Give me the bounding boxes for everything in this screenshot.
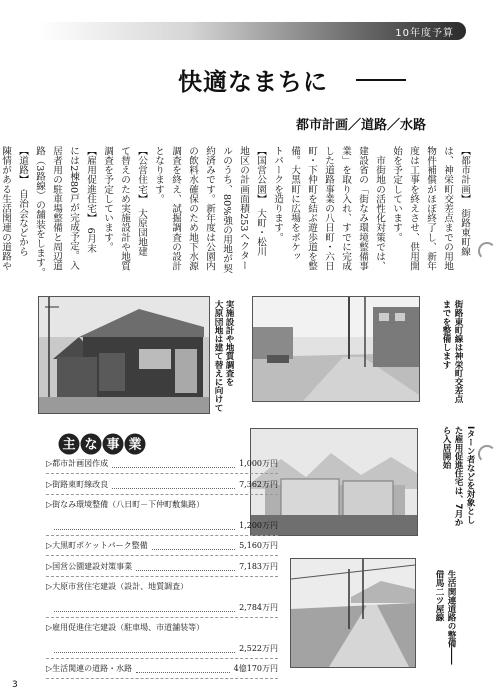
leader-dots bbox=[112, 467, 235, 468]
project-row bbox=[46, 561, 278, 575]
project-row bbox=[46, 499, 278, 513]
project-label: ▷大黒町ポケットパーク整備 bbox=[46, 541, 148, 550]
leader-dots bbox=[136, 672, 230, 673]
project-label: ▷国営公園建設対策事業 bbox=[46, 561, 133, 571]
project-row bbox=[46, 602, 278, 616]
heading-glyph: 業 bbox=[128, 437, 142, 453]
project-amount: 1,200万円 bbox=[239, 520, 278, 530]
heading-glyph: 事 bbox=[106, 437, 120, 453]
project-label: ▷都市計画図作成 bbox=[46, 459, 109, 468]
project-row bbox=[46, 643, 278, 657]
project-row bbox=[46, 663, 278, 677]
project-row bbox=[46, 479, 278, 493]
project-row bbox=[46, 622, 278, 636]
header-label: 10年度予算 bbox=[395, 28, 454, 39]
body-column: 【道路】 自治会などから bbox=[17, 146, 28, 257]
project-label: ▷生活関連の道路・水路 bbox=[46, 664, 133, 673]
heading-glyph: 主 bbox=[62, 437, 76, 453]
photo-caption: 実施設計や地質調査を bbox=[224, 300, 234, 386]
photo-housing bbox=[38, 296, 210, 414]
project-amount: 7,362万円 bbox=[239, 479, 278, 489]
photo-caption: 大原団地は建て替えに向けて bbox=[213, 300, 223, 412]
project-label: ▷街なみ環境整備（八日町－下仲町敷集路） bbox=[46, 500, 205, 509]
binding-mark bbox=[478, 242, 496, 260]
body-column: 【都市計画】 街路東町線 bbox=[459, 146, 470, 257]
project-amount: 2,784万円 bbox=[239, 602, 278, 612]
row-divider bbox=[46, 617, 278, 618]
body-column: の飲料水確保のため地下水源 bbox=[187, 146, 198, 271]
heading-glyph: な bbox=[84, 437, 98, 453]
body-column: ルのうち、80%強の用地が契 bbox=[221, 146, 232, 273]
body-column: となります。 bbox=[153, 146, 164, 204]
photo-caption: 街路東町線は神栄町交差点 bbox=[453, 300, 463, 404]
project-amount: 5,160万円 bbox=[239, 541, 278, 550]
photo-caption: 生活関連道路の整備―― bbox=[446, 570, 456, 665]
body-column: した道路事業の八日町・六日 bbox=[323, 146, 334, 271]
body-column: 始を予定しています。 bbox=[391, 146, 402, 242]
body-column: 約済みです。新年度は公園内 bbox=[204, 146, 215, 271]
project-label: ▷雇用促進住宅建設（駐車場、市道舗装等） bbox=[46, 623, 205, 632]
row-divider bbox=[46, 535, 278, 536]
body-column: 地区の計画面積253ヘクター bbox=[238, 146, 249, 270]
project-amount: 4億170万円 bbox=[233, 664, 278, 673]
photo-caption: までを整備します bbox=[441, 300, 451, 369]
project-amount: 2,522万円 bbox=[239, 643, 278, 653]
body-column: 【公営住宅】 大原団地建 bbox=[136, 146, 147, 257]
body-column: 路（3路線）の舗装をします。 bbox=[34, 146, 45, 277]
row-divider bbox=[46, 658, 278, 659]
photo-caption: 借馬二ツ屋線 bbox=[434, 570, 444, 622]
body-column: 度は工事を終えさせ、供用開 bbox=[408, 146, 419, 271]
body-column: 陳情がある生活関連の道路や bbox=[0, 146, 11, 271]
body-column: 【雇用促進住宅】 6月末 bbox=[85, 146, 96, 253]
projects-heading bbox=[58, 433, 176, 455]
photo-street bbox=[252, 296, 420, 402]
project-row bbox=[46, 458, 278, 472]
project-amount: 7,183万円 bbox=[239, 561, 278, 571]
body-column: 【国営公園】 大町・松川 bbox=[255, 146, 266, 257]
photo-caption: ら入居開始 bbox=[441, 426, 451, 469]
project-label: ▷大原市営住宅建設（設計、地質調査） bbox=[46, 582, 189, 591]
photo-road bbox=[290, 558, 416, 668]
project-label: ▷街路東町線改良 bbox=[46, 479, 109, 489]
photo-caption: Iターン者などを対象とし bbox=[465, 426, 475, 524]
photo-caption: た雇用促進住宅は、7月か bbox=[453, 426, 463, 527]
leader-dots bbox=[136, 570, 235, 571]
leader-dots bbox=[112, 488, 235, 489]
body-column: て替えのため実施設計や地質 bbox=[119, 146, 130, 271]
page-subtitle: 都市計画／道路／水路 bbox=[296, 118, 427, 133]
body-column: 調査を予定しています。 bbox=[102, 146, 113, 252]
body-column: 建設省の「街なみ環境整備事 bbox=[357, 146, 368, 271]
row-divider bbox=[46, 576, 278, 577]
row-divider bbox=[46, 678, 278, 679]
project-row bbox=[46, 540, 278, 554]
body-text bbox=[0, 146, 470, 286]
body-column: 市街地の活性化対策では、 bbox=[374, 146, 385, 271]
body-column: 調査を終え、試掘調査の設計 bbox=[170, 146, 181, 271]
body-column: 居者用の駐車場整備と周辺道 bbox=[51, 146, 62, 271]
leader-dots bbox=[152, 549, 235, 550]
leader-dots bbox=[54, 529, 235, 530]
body-column: は、神栄町交差点までの用地 bbox=[442, 146, 453, 271]
body-column: 町・下仲町を結ぶ遊歩道を整 bbox=[306, 146, 317, 271]
binding-mark bbox=[478, 445, 496, 463]
row-divider bbox=[46, 473, 278, 474]
page-title: 快適なまちに bbox=[178, 67, 328, 96]
row-divider bbox=[46, 555, 278, 556]
project-row bbox=[46, 581, 278, 595]
page-number: 3 bbox=[12, 680, 18, 690]
body-column: 物件補償がほぼ終了し、新年 bbox=[425, 146, 436, 271]
body-column: 備。大黒町に広場をポケッ bbox=[289, 146, 300, 262]
body-column: 業」を取り入れ、すでに完成 bbox=[340, 146, 351, 271]
row-divider bbox=[46, 494, 278, 495]
project-amount: 1,000万円 bbox=[239, 459, 278, 468]
body-column: には2棟80戸が完成予定。入 bbox=[68, 146, 79, 270]
leader-dots bbox=[54, 611, 235, 612]
project-row bbox=[46, 520, 278, 534]
leader-dots bbox=[54, 652, 235, 653]
body-column: トパークを造ります。 bbox=[272, 146, 283, 242]
title-dash-rule bbox=[356, 79, 406, 81]
